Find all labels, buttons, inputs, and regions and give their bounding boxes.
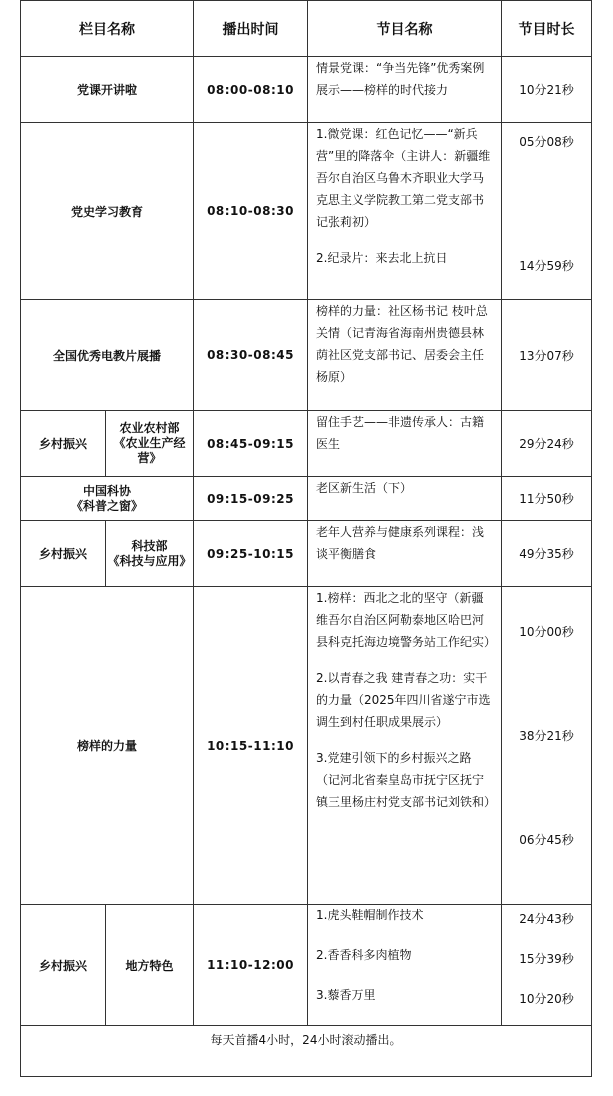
duration: 06分45秒 [519,833,574,847]
table-row [21,905,592,1026]
schedule-table [20,0,592,1077]
program-item: 2.以青春之我 建青春之功：实干的力量（2025年四川省遂宁市选调生到村任职成果展示） [316,671,491,729]
column-name: 党课开讲啦 [21,57,194,123]
duration: 38分21秒 [519,729,574,743]
air-time: 11:10-12:00 [194,905,308,1026]
header-program-name: 节目名称 [308,1,502,57]
program-item: 3.藜香万里 [316,988,376,1002]
air-time: 08:00-08:10 [194,57,308,123]
table-row [21,300,592,411]
table-row [21,521,592,587]
air-time: 08:45-09:15 [194,411,308,477]
program-name: 老年人营养与健康系列课程：浅谈平衡膳食 [308,521,502,587]
air-time: 09:15-09:25 [194,477,308,521]
duration: 10分21秒 [502,57,592,123]
sub-column: 地方特色 [106,905,194,1026]
sub-column-line: 《农业生产经营》 [113,436,186,465]
program-item: 1.虎头鞋帽制作技术 [316,908,424,922]
table-row [21,411,592,477]
program-item: 2.纪录片：来去北上抗日 [316,251,448,265]
duration: 11分50秒 [502,477,592,521]
air-time: 08:10-08:30 [194,123,308,300]
duration: 10分00秒 [519,625,574,639]
footer-note: 每天首播4小时，24小时滚动播出。 [21,1026,592,1077]
column-name: 党史学习教育 [21,123,194,300]
table-row [21,57,592,123]
column-name: 榜样的力量 [21,587,194,905]
program-item: 1.微党课：红色记忆——“新兵营”里的降落伞（主讲人：新疆维吾尔自治区乌鲁木齐职业大学马克思主义学院教工第二党支部书记张莉初） [316,127,491,229]
column-name-line: 《科普之窗》 [70,498,143,513]
duration: 10分20秒 [519,992,574,1006]
duration: 24分43秒 [519,912,574,926]
sub-column-line: 《科技与应用》 [107,553,192,568]
program-item: 3.党建引领下的乡村振兴之路（记河北省秦皇岛市抚宁区抚宁镇三里杨庄村党支部书记刘铁和） [316,751,497,809]
program-name: 留住手艺——非遗传承人：古籍医生 [308,411,502,477]
table-row [21,587,592,905]
program-name: 老区新生活（下） [308,477,502,521]
duration: 14分59秒 [519,259,574,273]
program-name: 榜样的力量：社区杨书记 枝叶总关情（记青海省海南州贵德县林荫社区党支部书记、居委会主任杨原） [308,300,502,411]
duration: 15分39秒 [519,952,574,966]
program-name: 情景党课：“争当先锋”优秀案例展示——榜样的时代接力 [308,57,502,123]
column-name: 乡村振兴 [21,905,106,1026]
table-row [21,123,592,300]
column-name: 全国优秀电教片展播 [21,300,194,411]
column-name-line: 中国科协 [82,483,131,498]
air-time: 08:30-08:45 [194,300,308,411]
header-air-time: 播出时间 [194,1,308,57]
table-row [21,477,592,521]
footer-row [21,1026,592,1077]
air-time: 09:25-10:15 [194,521,308,587]
column-name: 乡村振兴 [21,411,106,477]
duration: 05分08秒 [519,135,574,149]
air-time: 10:15-11:10 [194,587,308,905]
header-row [21,1,592,57]
duration: 29分24秒 [502,411,592,477]
sub-column [106,521,194,587]
header-column-name: 栏目名称 [21,1,194,57]
column-name: 乡村振兴 [21,521,106,587]
column-name [21,477,194,521]
duration: 49分35秒 [502,521,592,587]
header-duration: 节目时长 [502,1,592,57]
sub-column-line: 农业农村部 [119,421,180,435]
sub-column-line: 科技部 [131,538,168,553]
program-item: 2.香香科多肉植物 [316,948,412,962]
duration: 13分07秒 [502,300,592,411]
program-item: 1.榜样：西北之北的坚守（新疆维吾尔自治区阿勒泰地区哈巴河县科克托海边境警务站工作纪实） [316,591,497,649]
sub-column [106,411,194,477]
